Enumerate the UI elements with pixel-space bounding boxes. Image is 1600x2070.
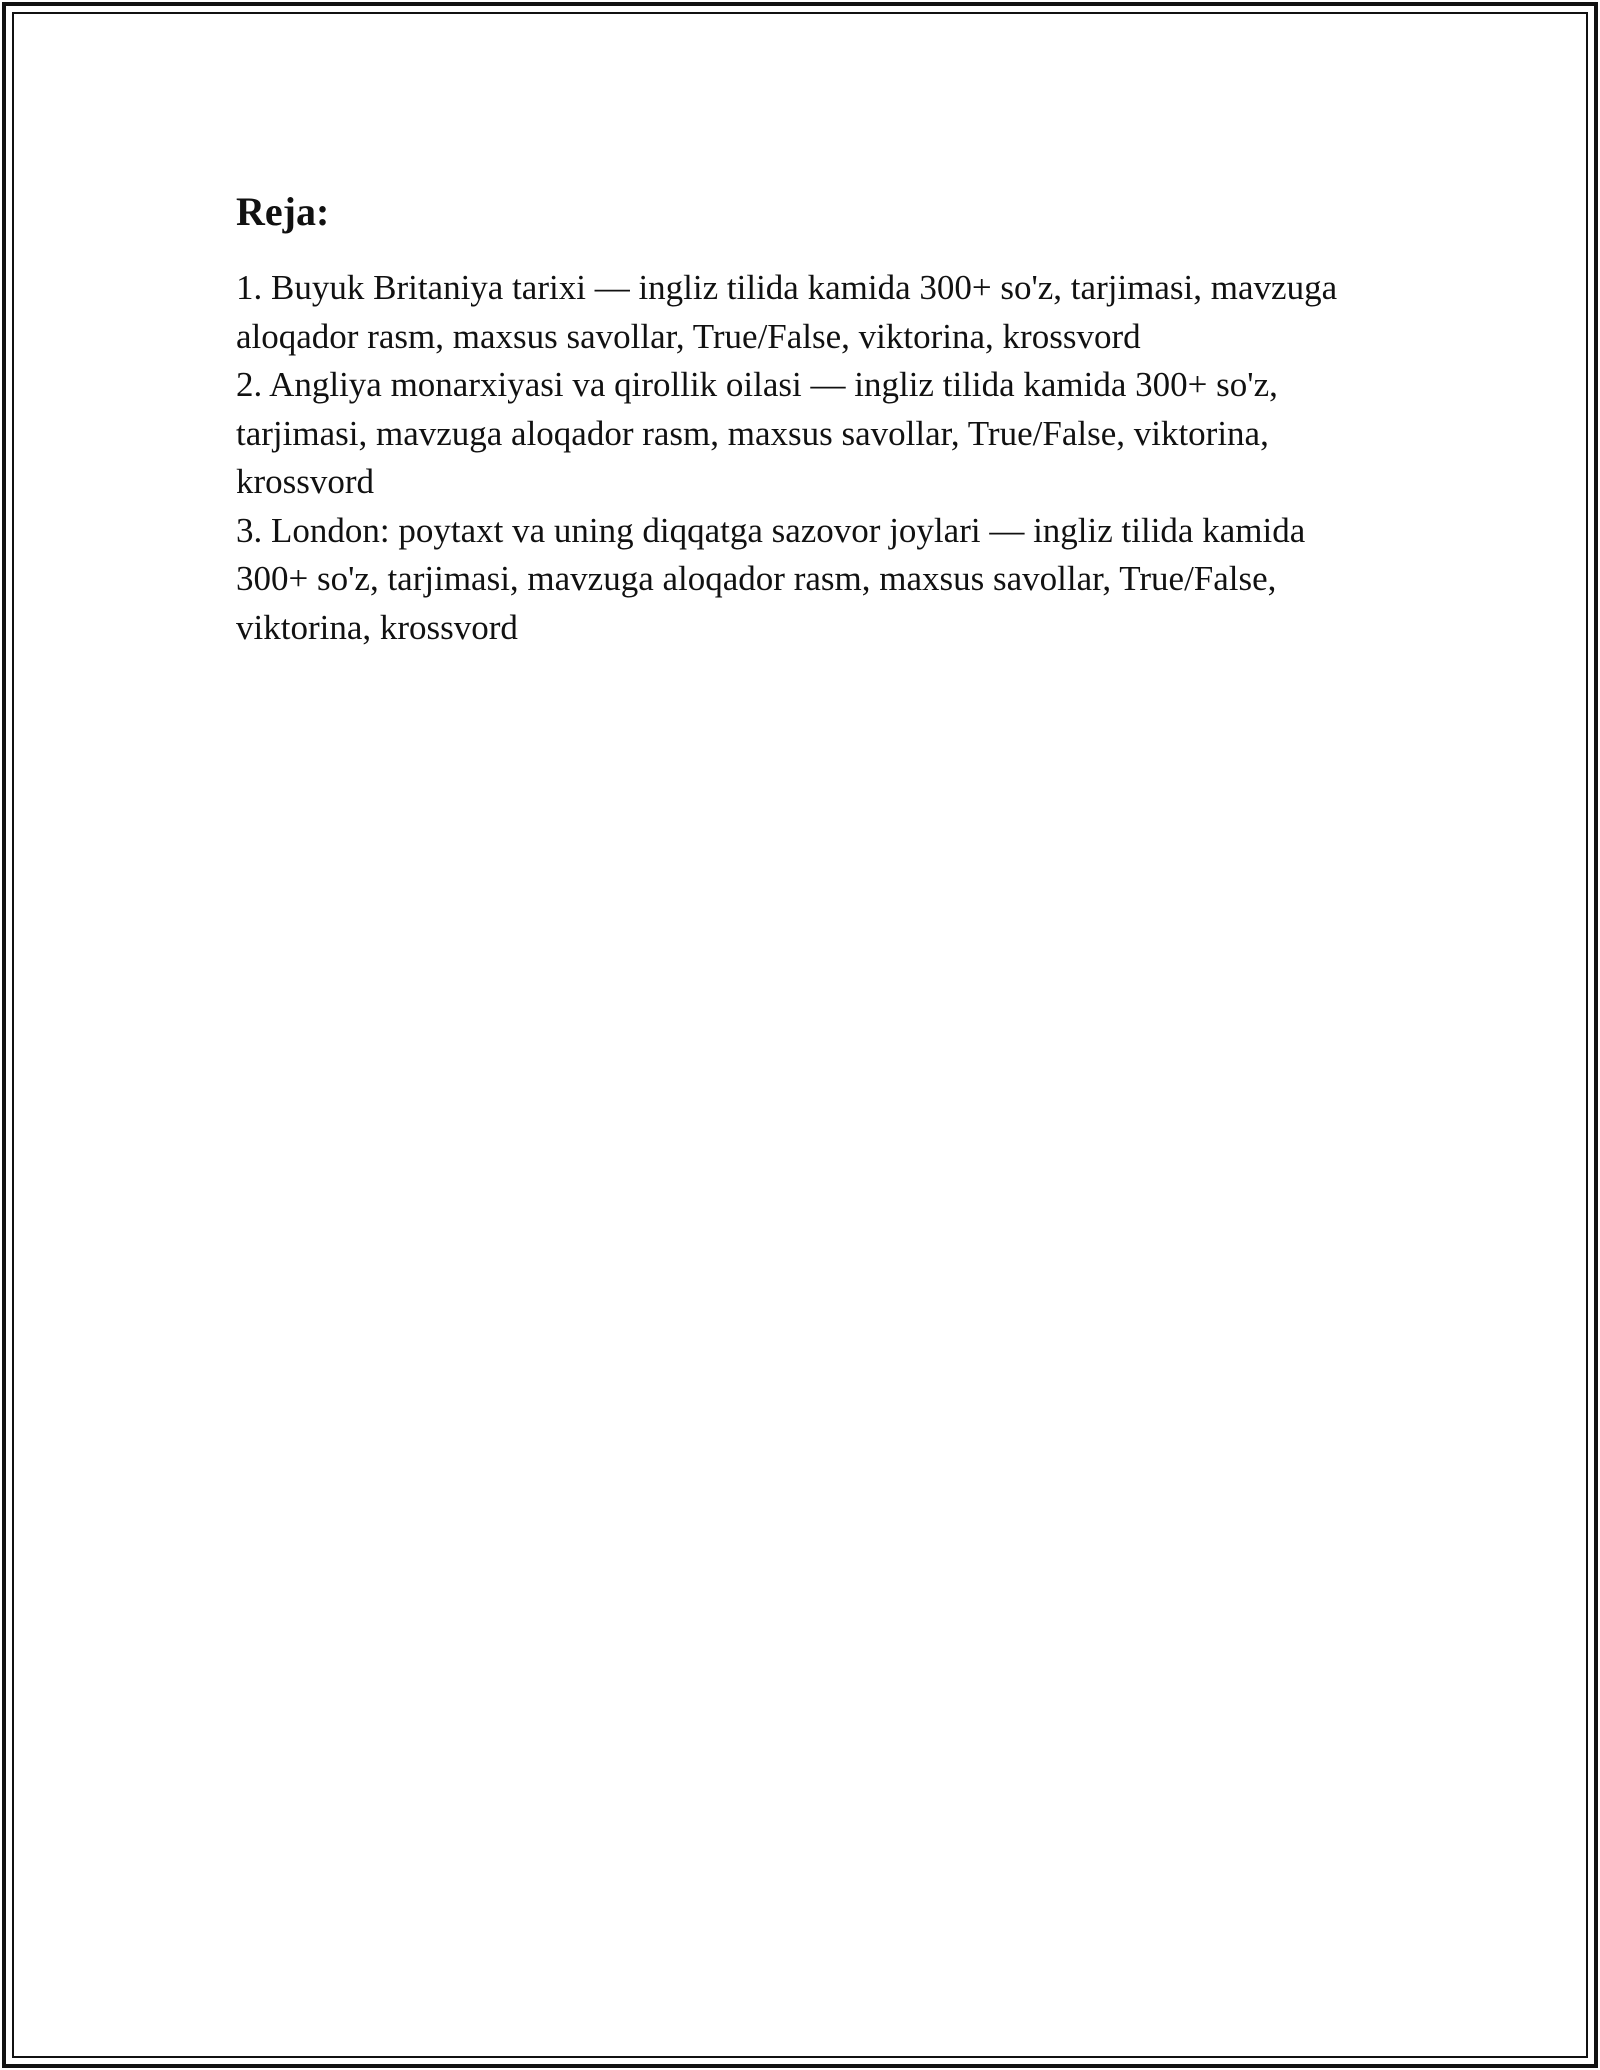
plan-item-3: 3. London: poytaxt va uning diqqatga sazovor joylari — ingliz tilida kamida 300+ so'z, tarjimasi, mavzuga aloqador rasm, maxsus savollar, True/False, viktorina, krossvord (236, 510, 1306, 647)
page-title: Reja: (236, 189, 330, 234)
document-body (236, 186, 1376, 652)
plan-list (236, 264, 1376, 652)
plan-item-2: 2. Angliya monarxiyasi va qirollik oilasi — ingliz tilida kamida 300+ so'z, tarjimasi, mavzuga aloqador rasm, maxsus savollar, True/False, viktorina, krossvord (236, 365, 1278, 501)
plan-item-1: 1. Buyuk Britaniya tarixi — ingliz tilida kamida 300+ so'z, tarjimasi, mavzuga aloqador rasm, maxsus savollar, True/False, viktorina, krossvord (236, 268, 1338, 356)
